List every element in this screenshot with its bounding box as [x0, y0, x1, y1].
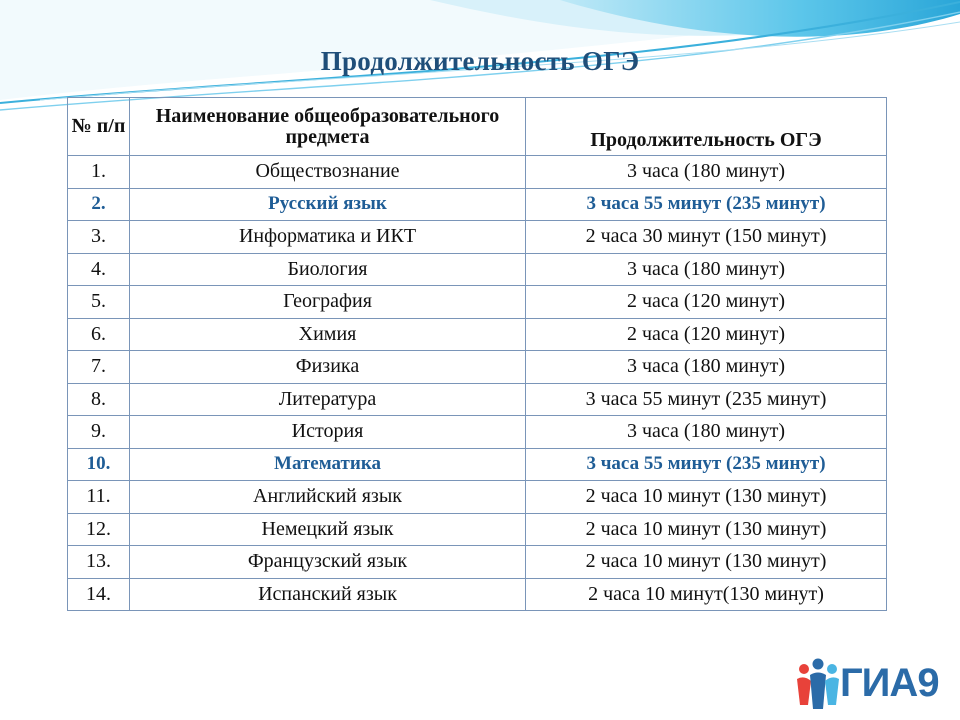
row-subject: Немецкий язык [130, 513, 526, 546]
table-row [68, 286, 887, 319]
row-duration: 2 часа (120 минут) [526, 318, 887, 351]
table-row [68, 253, 887, 286]
row-subject: Русский язык [130, 188, 526, 221]
table-row [68, 318, 887, 351]
row-duration: 2 часа 10 минут (130 минут) [526, 546, 887, 579]
logo-text: ГИА9 [840, 661, 939, 705]
page-title: Продолжительность ОГЭ [320, 46, 640, 76]
row-number: 11. [68, 481, 130, 514]
row-duration: 2 часа 10 минут (130 минут) [526, 513, 887, 546]
table-row [68, 188, 887, 221]
row-duration: 2 часа (120 минут) [526, 286, 887, 319]
row-subject: Английский язык [130, 481, 526, 514]
row-number: 6. [68, 318, 130, 351]
table-row [68, 156, 887, 189]
row-duration: 3 часа (180 минут) [526, 416, 887, 449]
row-subject: Математика [130, 448, 526, 481]
row-number: 13. [68, 546, 130, 579]
row-number: 7. [68, 351, 130, 384]
table-row [68, 221, 887, 254]
row-number: 3. [68, 221, 130, 254]
row-number: 1. [68, 156, 130, 189]
row-number: 4. [68, 253, 130, 286]
row-number: 14. [68, 578, 130, 611]
row-subject: Французский язык [130, 546, 526, 579]
table-header-row [68, 98, 887, 156]
row-duration: 2 часа 10 минут(130 минут) [526, 578, 887, 611]
people-logo-icon [794, 655, 842, 713]
table-row [68, 481, 887, 514]
table-row [68, 578, 887, 611]
row-duration: 3 часа (180 минут) [526, 351, 887, 384]
table-row [68, 383, 887, 416]
row-duration: 2 часа 10 минут (130 минут) [526, 481, 887, 514]
gia9-logo [794, 655, 954, 715]
header-subject: Наименование общеобразовательного предмета [130, 98, 526, 156]
table-row [68, 448, 887, 481]
row-number: 8. [68, 383, 130, 416]
header-number: № п/п [68, 98, 130, 156]
row-number: 10. [68, 448, 130, 481]
row-subject: Обществознание [130, 156, 526, 189]
row-duration: 3 часа 55 минут (235 минут) [526, 448, 887, 481]
row-subject: Физика [130, 351, 526, 384]
row-duration: 3 часа 55 минут (235 минут) [526, 383, 887, 416]
table-row [68, 513, 887, 546]
row-subject: Биология [130, 253, 526, 286]
row-subject: История [130, 416, 526, 449]
row-subject: Химия [130, 318, 526, 351]
oge-duration-table [67, 97, 887, 611]
row-duration: 2 часа 30 минут (150 минут) [526, 221, 887, 254]
row-subject: Литература [130, 383, 526, 416]
table-row [68, 416, 887, 449]
table-row [68, 546, 887, 579]
table-row [68, 351, 887, 384]
row-duration: 3 часа (180 минут) [526, 156, 887, 189]
row-subject: География [130, 286, 526, 319]
row-duration: 3 часа (180 минут) [526, 253, 887, 286]
row-duration: 3 часа 55 минут (235 минут) [526, 188, 887, 221]
header-duration: Продолжительность ОГЭ [526, 98, 887, 156]
row-subject: Информатика и ИКТ [130, 221, 526, 254]
row-number: 12. [68, 513, 130, 546]
row-number: 2. [68, 188, 130, 221]
row-number: 9. [68, 416, 130, 449]
row-subject: Испанский язык [130, 578, 526, 611]
row-number: 5. [68, 286, 130, 319]
